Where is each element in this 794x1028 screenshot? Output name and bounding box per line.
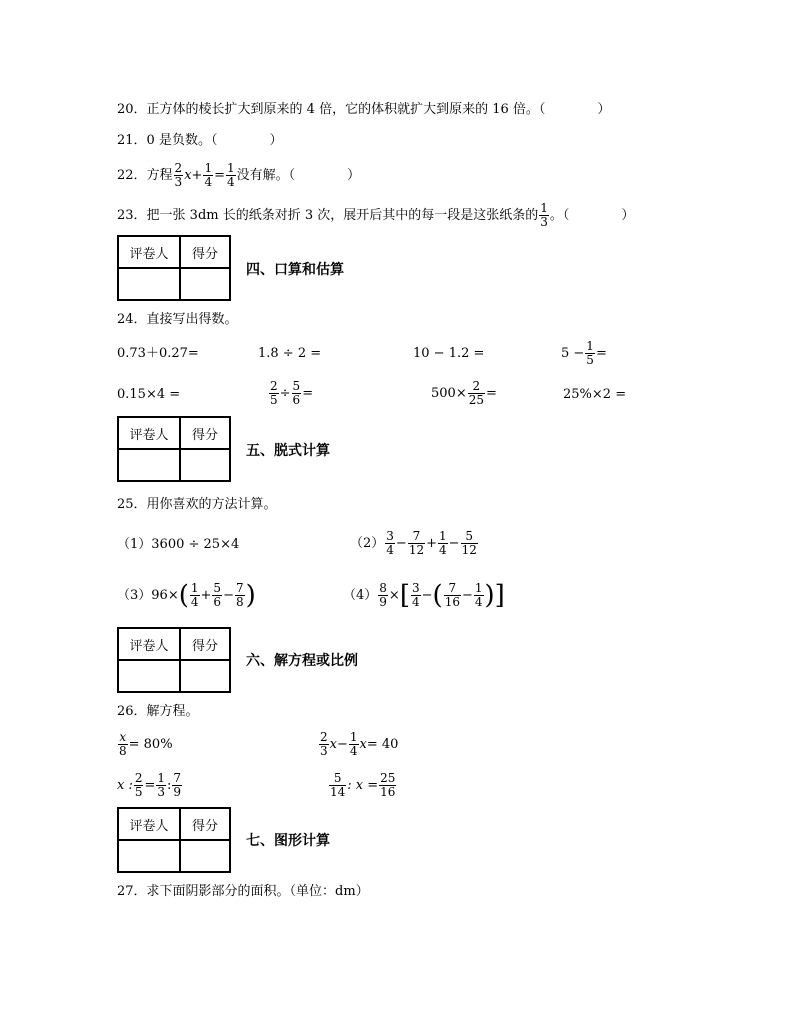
equation-3: x : $\frac{2}{5}$ = $\frac{1}{3}$ : $\frac{7}{9}$ <box>117 771 182 799</box>
calc-4: （4） $\frac{8}{9}$ ×[ $\frac{3}{4}$ −( $\frac{7}{16}$ − $\frac{1}{4}$ )] <box>343 580 505 611</box>
section-title-7: 七、图形计算 <box>246 833 330 849</box>
score-header-score: 得分 <box>180 417 230 449</box>
score-header-grader: 评卷人 <box>118 808 180 840</box>
q22-fraction-3: $\frac{1}{4}$ <box>226 161 235 189</box>
question-21: 21．0 是负数。（ ） <box>117 133 283 148</box>
q22-fraction-2: $\frac{1}{4}$ <box>204 161 213 189</box>
oral-5: 0.15×4 = <box>117 387 181 402</box>
right-paren: ) <box>484 580 495 611</box>
q22-eq: = <box>214 168 225 183</box>
equation-1: $\frac{x}{8}$ = 80% <box>119 730 173 758</box>
oral-3: 10 − 1.2 = <box>413 346 485 361</box>
left-paren: ( <box>432 580 443 611</box>
q22-suffix: 没有解。（ ） <box>236 168 361 183</box>
q22-fraction-1: $\frac{2}{3}$ <box>174 161 183 189</box>
oral-2: 1.8 ÷ 2 = <box>258 346 322 361</box>
score-header-score: 得分 <box>180 236 230 268</box>
calc-1: （1）3600 ÷ 25×4 <box>117 537 240 552</box>
question-23 <box>117 202 634 230</box>
oral-7: 500× $\frac{2}{25}$ = <box>431 379 497 407</box>
equation-4: $\frac{5}{14}$ : x = $\frac{25}{16}$ <box>330 771 396 799</box>
left-bracket: [ <box>399 580 410 611</box>
score-cell[interactable] <box>180 268 230 300</box>
grader-cell[interactable] <box>118 268 180 300</box>
score-table-6 <box>117 627 231 693</box>
oral-4: 5 − $\frac{1}{5}$ = <box>561 339 607 367</box>
question-24: 24．直接写出得数。 <box>117 312 238 327</box>
section-title-6: 六、解方程或比例 <box>246 653 358 669</box>
q23-text: 23．把一张 3dm 长的纸条对折 3 次，展开后其中的每一段是这张纸条的 <box>117 208 539 223</box>
score-cell[interactable] <box>180 840 230 872</box>
question-22 <box>117 162 360 190</box>
question-25: 25．用你喜欢的方法计算。 <box>117 497 277 512</box>
right-paren: ) <box>245 580 256 611</box>
score-header-grader: 评卷人 <box>118 417 180 449</box>
score-cell[interactable] <box>180 660 230 692</box>
q22-plus: + <box>191 168 203 183</box>
grader-cell[interactable] <box>118 660 180 692</box>
score-header-score: 得分 <box>180 808 230 840</box>
q23-tail: 。（ ） <box>549 208 635 223</box>
grader-cell[interactable] <box>118 449 180 481</box>
score-header-score: 得分 <box>180 628 230 660</box>
equation-2: $\frac{2}{3}$ x− $\frac{1}{4}$ x= 40 <box>320 730 399 758</box>
score-table-7 <box>117 807 231 873</box>
right-bracket: ] <box>494 580 505 611</box>
section-title-4: 四、口算和估算 <box>246 262 344 278</box>
score-header-grader: 评卷人 <box>118 628 180 660</box>
question-20: 20．正方体的棱长扩大到原来的 4 倍，它的体积就扩大到原来的 16 倍。（ ） <box>117 102 611 117</box>
grader-cell[interactable] <box>118 840 180 872</box>
score-cell[interactable] <box>180 449 230 481</box>
question-27: 27．求下面阴影部分的面积。（单位：dm） <box>117 884 369 899</box>
calc-2: （2） $\frac{3}{4}$ − $\frac{7}{12}$ + $\frac{1}{4}$ − $\frac{5}{12}$ <box>350 529 477 557</box>
oral-1: 0.73＋0.27= <box>117 346 199 361</box>
score-header-grader: 评卷人 <box>118 236 180 268</box>
oral-8: 25%×2 = <box>563 387 627 402</box>
score-table-5 <box>117 416 231 482</box>
question-26: 26．解方程。 <box>117 704 199 719</box>
calc-3: （3）96×( $\frac{1}{4}$ + $\frac{5}{6}$ − $\frac{7}{8}$ ) <box>117 580 256 611</box>
oral-6: $\frac{2}{5}$ ÷ $\frac{5}{6}$ = <box>270 379 314 407</box>
score-table-4 <box>117 235 231 301</box>
q23-fraction: $\frac{1}{3}$ <box>540 201 548 229</box>
section-title-5: 五、脱式计算 <box>246 443 330 459</box>
q22-var: x <box>184 168 192 183</box>
q22-prefix: 22．方程 <box>117 168 173 183</box>
left-paren: ( <box>178 580 189 611</box>
